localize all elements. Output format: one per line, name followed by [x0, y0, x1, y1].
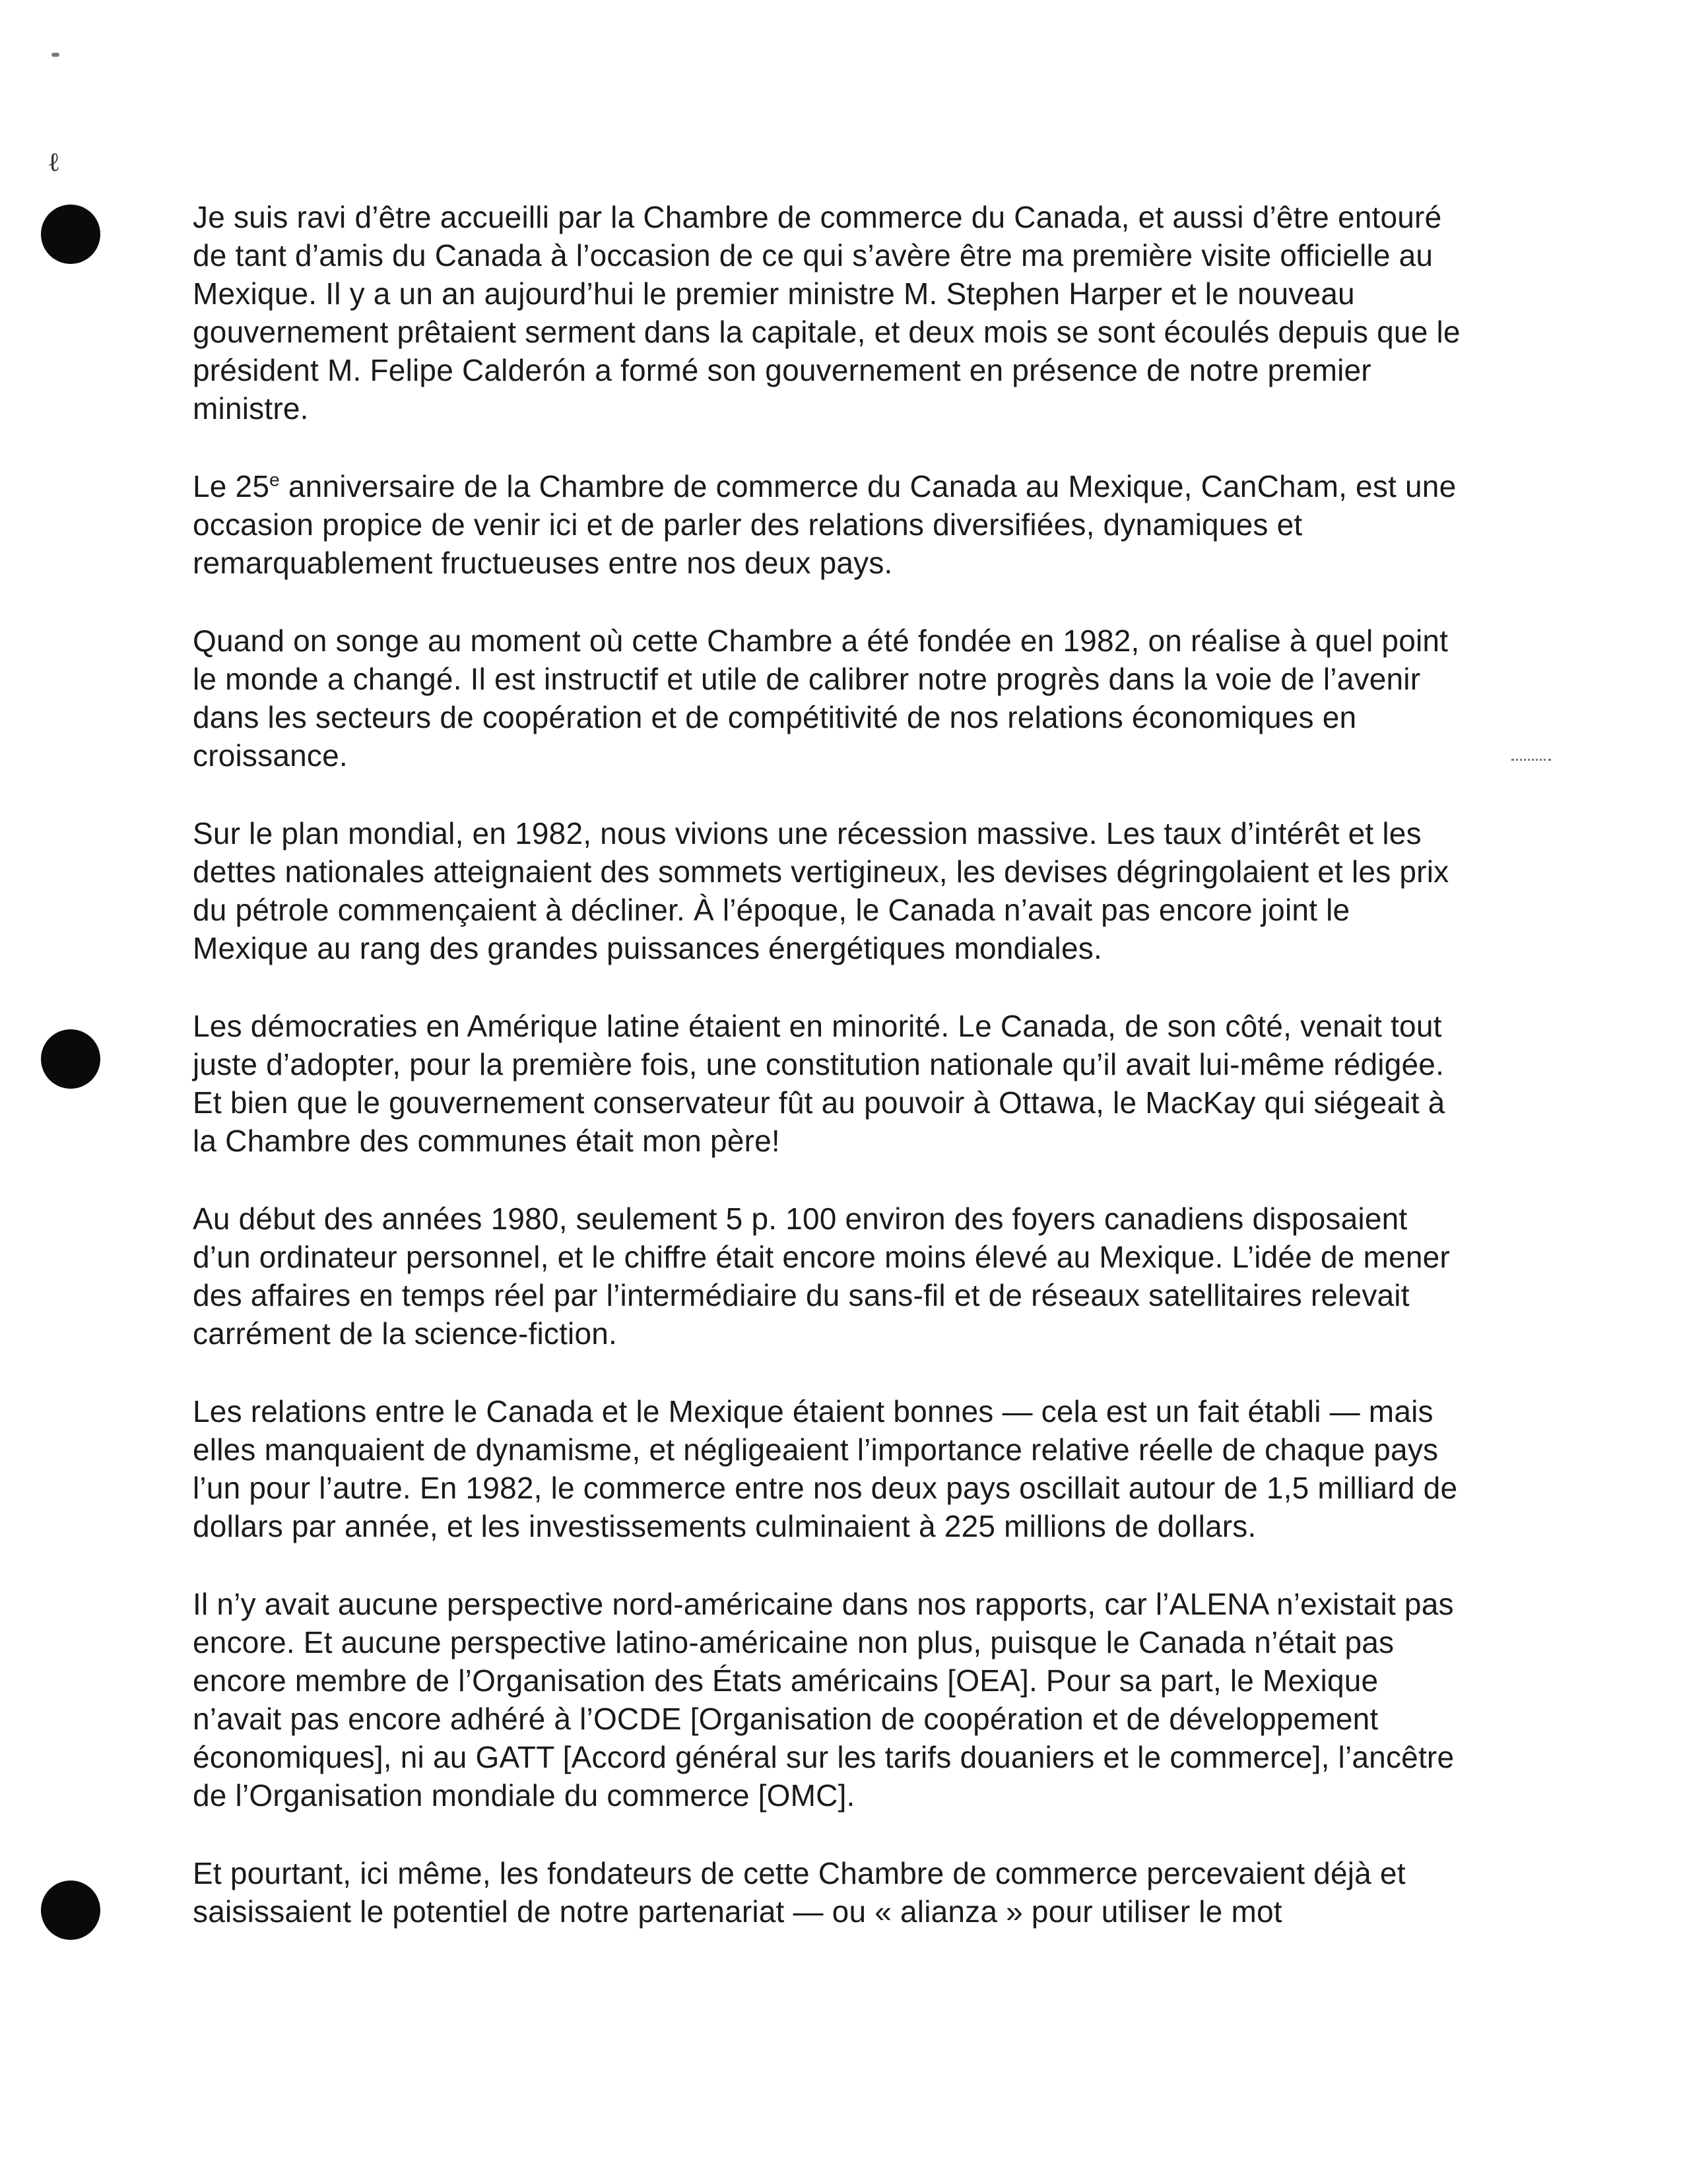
paragraph-2-rest: anniversaire de la Chambre de commerce du Canada au Mexique, CanCham, est une occasion propice de venir ici et de parler des relations diversifiées, dynamiques et remarquablement fructueuses entre nos deux pays.	[193, 469, 1457, 580]
paragraph-4: Sur le plan mondial, en 1982, nous vivions une récession massive. Les taux d’intérêt et les dettes nationales atteignaient des sommets vertigineux, les devises dégringolaient et les prix du pétrole commençaient à décliner. À l’époque, le Canada n’avait pas encore joint le Mexique au rang des grandes puissances énergétiques mondiales.	[193, 816, 1449, 965]
paragraph-8: Il n’y avait aucune perspective nord-américaine dans nos rapports, car l’ALENA n’existait pas encore. Et aucune perspective latino-américaine non plus, puisque le Canada n’était pas encore membre de l’Organisation des États américains [OEA]. Pour sa part, le Mexique n’avait pas encore adhéré à l’OCDE [Organisation de coopération et de développement économiques], ni au GATT [Accord général sur les tarifs douaniers et le commerce], l’ancêtre de l’Organisation mondiale du commerce [OMC].	[193, 1587, 1455, 1813]
punch-hole-middle	[41, 1029, 100, 1089]
paragraph-3: Quand on songe au moment où cette Chambre a été fondée en 1982, on réalise à quel point le monde a changé. Il est instructif et utile de calibrer notre progrès dans la voie de l’avenir dans les secteurs de coopération et de compétitivité de nos relations économiques en croissance.	[193, 624, 1449, 773]
scan-mark: ℓ	[48, 147, 61, 177]
punch-hole-top	[41, 205, 100, 264]
paragraph-1: Je suis ravi d’être accueilli par la Chambre de commerce du Canada, et aussi d’être entouré de tant d’amis du Canada à l’occasion de ce qui s’avère être ma première visite officielle au Mexique. Il y a un an aujourd’hui le premier ministre M. Stephen Harper et le nouveau gouvernement prêtaient serment dans la capitale, et deux mois se sont écoulés depuis que le président M. Felipe Calderón a formé son gouvernement en présence de notre premier ministre.	[193, 200, 1461, 426]
scan-speck	[51, 53, 59, 57]
punch-hole-bottom	[41, 1880, 100, 1940]
ordinal-superscript: e	[269, 469, 280, 490]
paragraph-2	[193, 467, 1467, 582]
paragraph-2-start: Le 25	[193, 469, 270, 503]
paragraph-6: Au début des années 1980, seulement 5 p. 100 environ des foyers canadiens disposaient d’un ordinateur personnel, et le chiffre était encore moins élevé au Mexique. L’idée de mener des affaires en temps réel par l’intermédiaire du sans-fil et de réseaux satellitaires relevait carrément de la science-fiction.	[193, 1202, 1450, 1351]
paragraph-7: Les relations entre le Canada et le Mexique étaient bonnes — cela est un fait établi — mais elles manquaient de dynamisme, et négligeaient l’importance relative réelle de chaque pays l’un pour l’autre. En 1982, le commerce entre nos deux pays oscillait autour de 1,5 milliard de dollars par année, et les investissements culminaient à 225 millions de dollars.	[193, 1394, 1458, 1543]
speech-text-column	[193, 198, 1467, 1970]
paragraph-9: Et pourtant, ici même, les fondateurs de cette Chambre de commerce percevaient déjà et saisissaient le potentiel de notre partenariat — ou « alianza » pour utiliser le mot	[193, 1856, 1406, 1929]
paragraph-5: Les démocraties en Amérique latine étaient en minorité. Le Canada, de son côté, venait tout juste d’adopter, pour la première fois, une constitution nationale qu’il avait lui-même rédigée. Et bien que le gouvernement conservateur fût au pouvoir à Ottawa, le MacKay qui siégeait à la Chambre des communes était mon père!	[193, 1009, 1445, 1158]
margin-dash-mark	[1511, 759, 1551, 763]
